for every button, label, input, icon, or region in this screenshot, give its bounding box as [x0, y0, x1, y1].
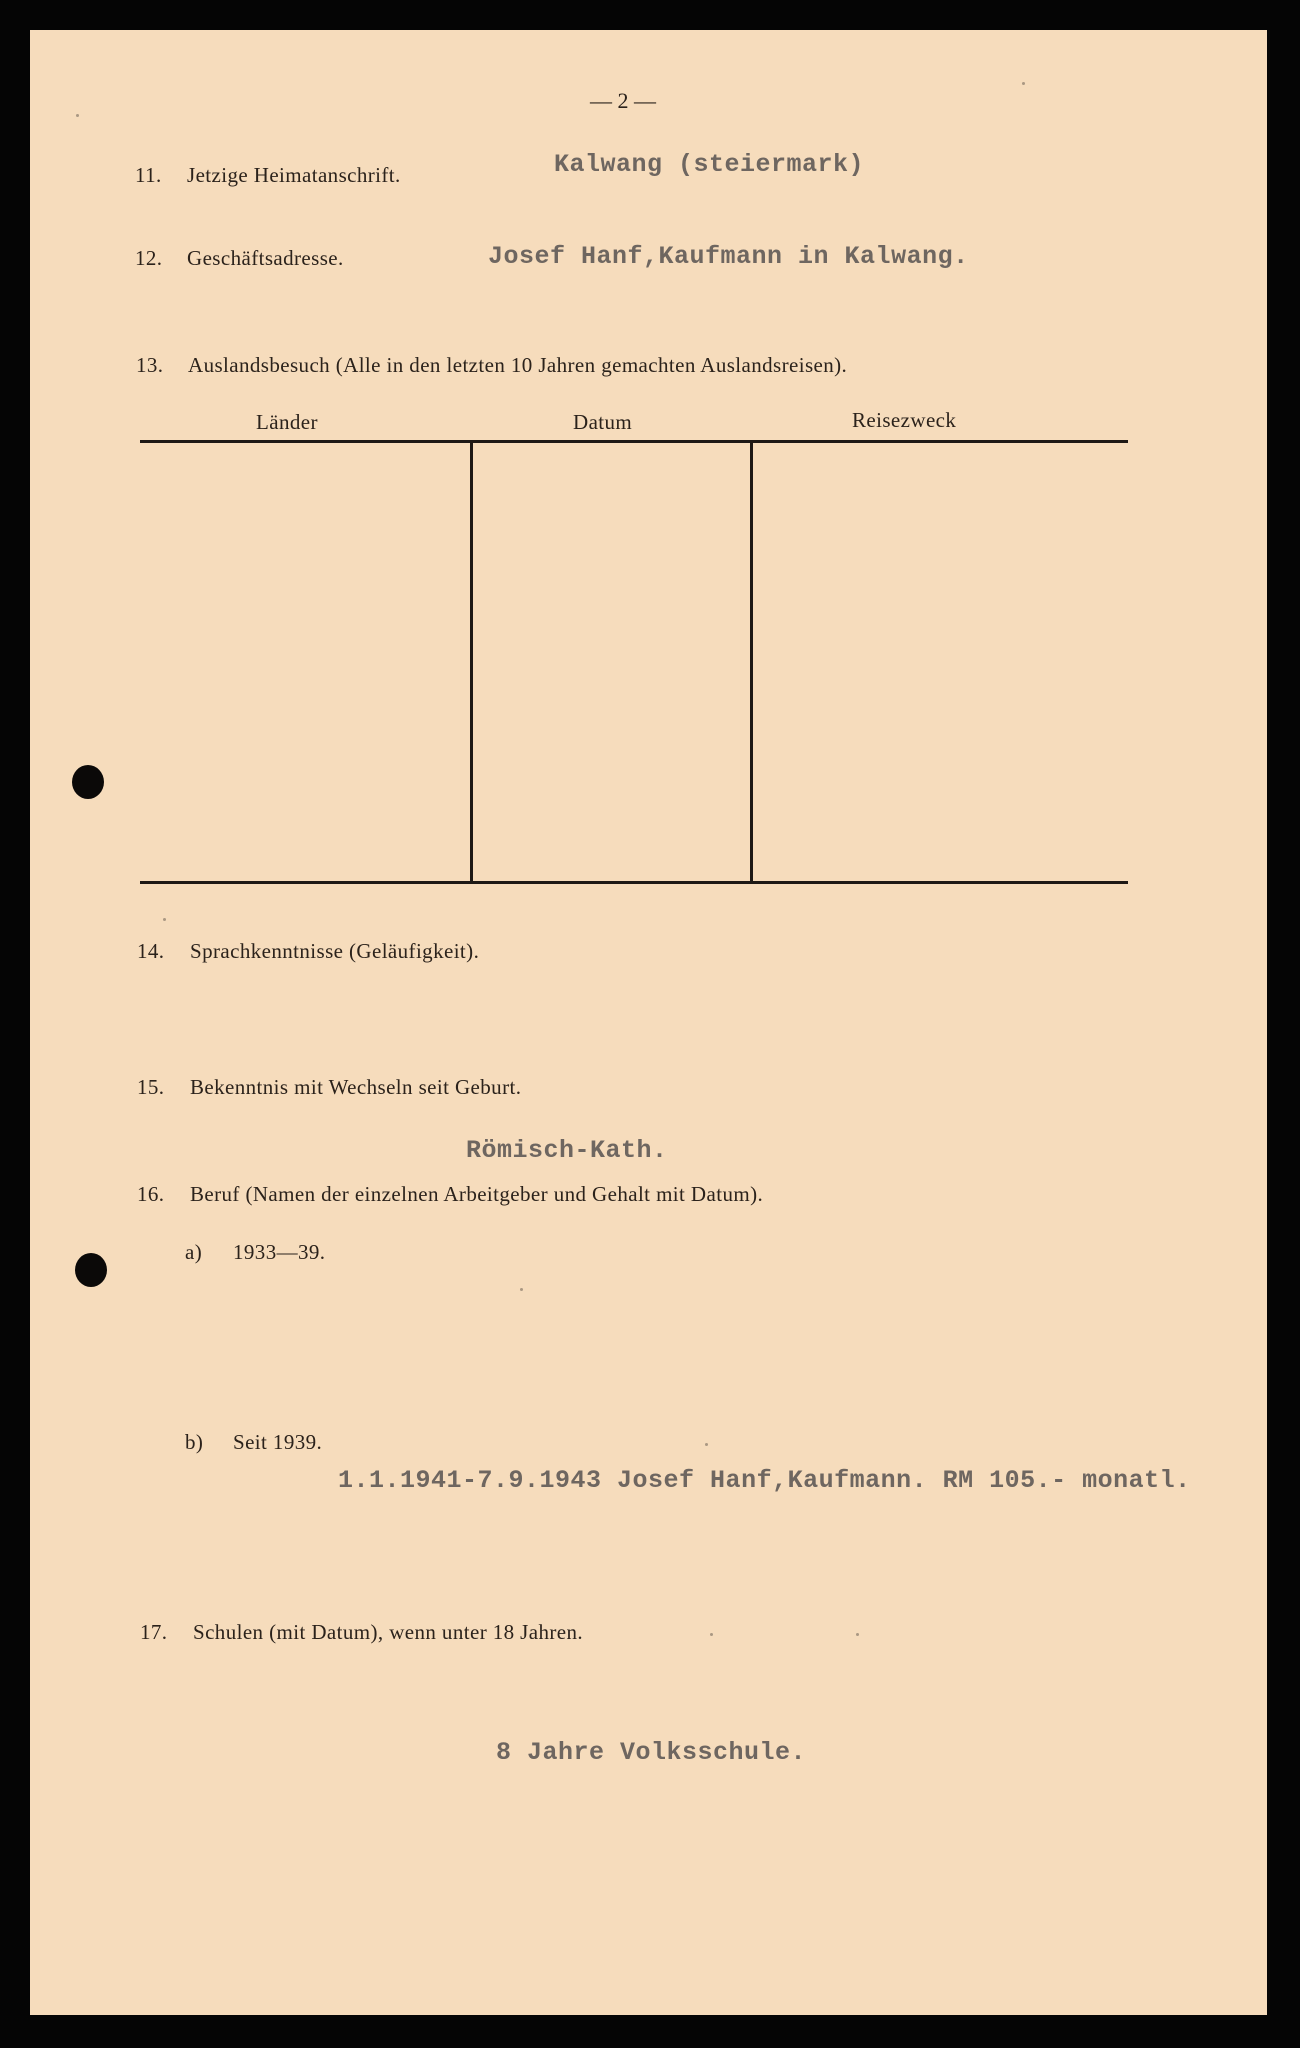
field-16a-label: 1933—39. [233, 1240, 326, 1264]
field-16b-letter: b) [185, 1430, 204, 1454]
paper-speck [76, 114, 79, 117]
table-column-divider [470, 442, 473, 882]
form-page [30, 30, 1267, 2015]
table-column-divider [750, 442, 753, 882]
punch-hole [75, 1253, 107, 1287]
paper-speck [163, 918, 166, 921]
table-header-datum: Datum [573, 410, 633, 434]
field-16-label: Beruf (Namen der einzelnen Arbeitgeber und Gehalt mit Datum). [190, 1182, 764, 1206]
table-header-laender: Länder [256, 410, 318, 434]
field-17-label: Schulen (mit Datum), wenn unter 18 Jahren. [193, 1620, 584, 1644]
paper-speck [705, 1443, 708, 1446]
paper-speck [520, 1288, 523, 1291]
field-15-label: Bekenntnis mit Wechseln seit Geburt. [190, 1075, 522, 1099]
field-16a-letter: a) [185, 1240, 203, 1264]
field-11-value: Kalwang (steiermark) [554, 150, 865, 179]
field-15-number: 15. [137, 1075, 165, 1099]
field-14-number: 14. [137, 939, 165, 963]
field-12-number: 12. [135, 246, 163, 270]
paper-speck [710, 1633, 713, 1636]
field-13-label: Auslandsbesuch (Alle in den letzten 10 Jahren gemachten Auslandsreisen). [188, 353, 848, 377]
field-12-label: Geschäftsadresse. [187, 246, 344, 270]
field-13-number: 13. [136, 353, 164, 377]
field-12-value: Josef Hanf,Kaufmann in Kalwang. [488, 242, 969, 271]
field-17-number: 17. [140, 1620, 168, 1644]
field-16b-value: 1.1.1941-7.9.1943 Josef Hanf,Kaufmann. RM 105.- monatl. [338, 1466, 1191, 1495]
field-11-number: 11. [135, 163, 162, 187]
field-17-value: 8 Jahre Volksschule. [496, 1738, 807, 1767]
field-16-number: 16. [137, 1182, 165, 1206]
punch-hole [72, 765, 104, 799]
field-16b-label: Seit 1939. [233, 1430, 323, 1454]
table-top-rule [140, 440, 1128, 443]
field-14-label: Sprachkenntnisse (Geläufigkeit). [190, 939, 480, 963]
paper-speck [856, 1633, 859, 1636]
paper-speck [1022, 82, 1025, 85]
page-number: — 2 — [590, 88, 656, 113]
field-15-value: Römisch-Kath. [466, 1136, 668, 1165]
field-11-label: Jetzige Heimatanschrift. [187, 163, 401, 187]
table-bottom-rule [140, 881, 1128, 884]
table-header-reisezweck: Reisezweck [852, 408, 957, 432]
